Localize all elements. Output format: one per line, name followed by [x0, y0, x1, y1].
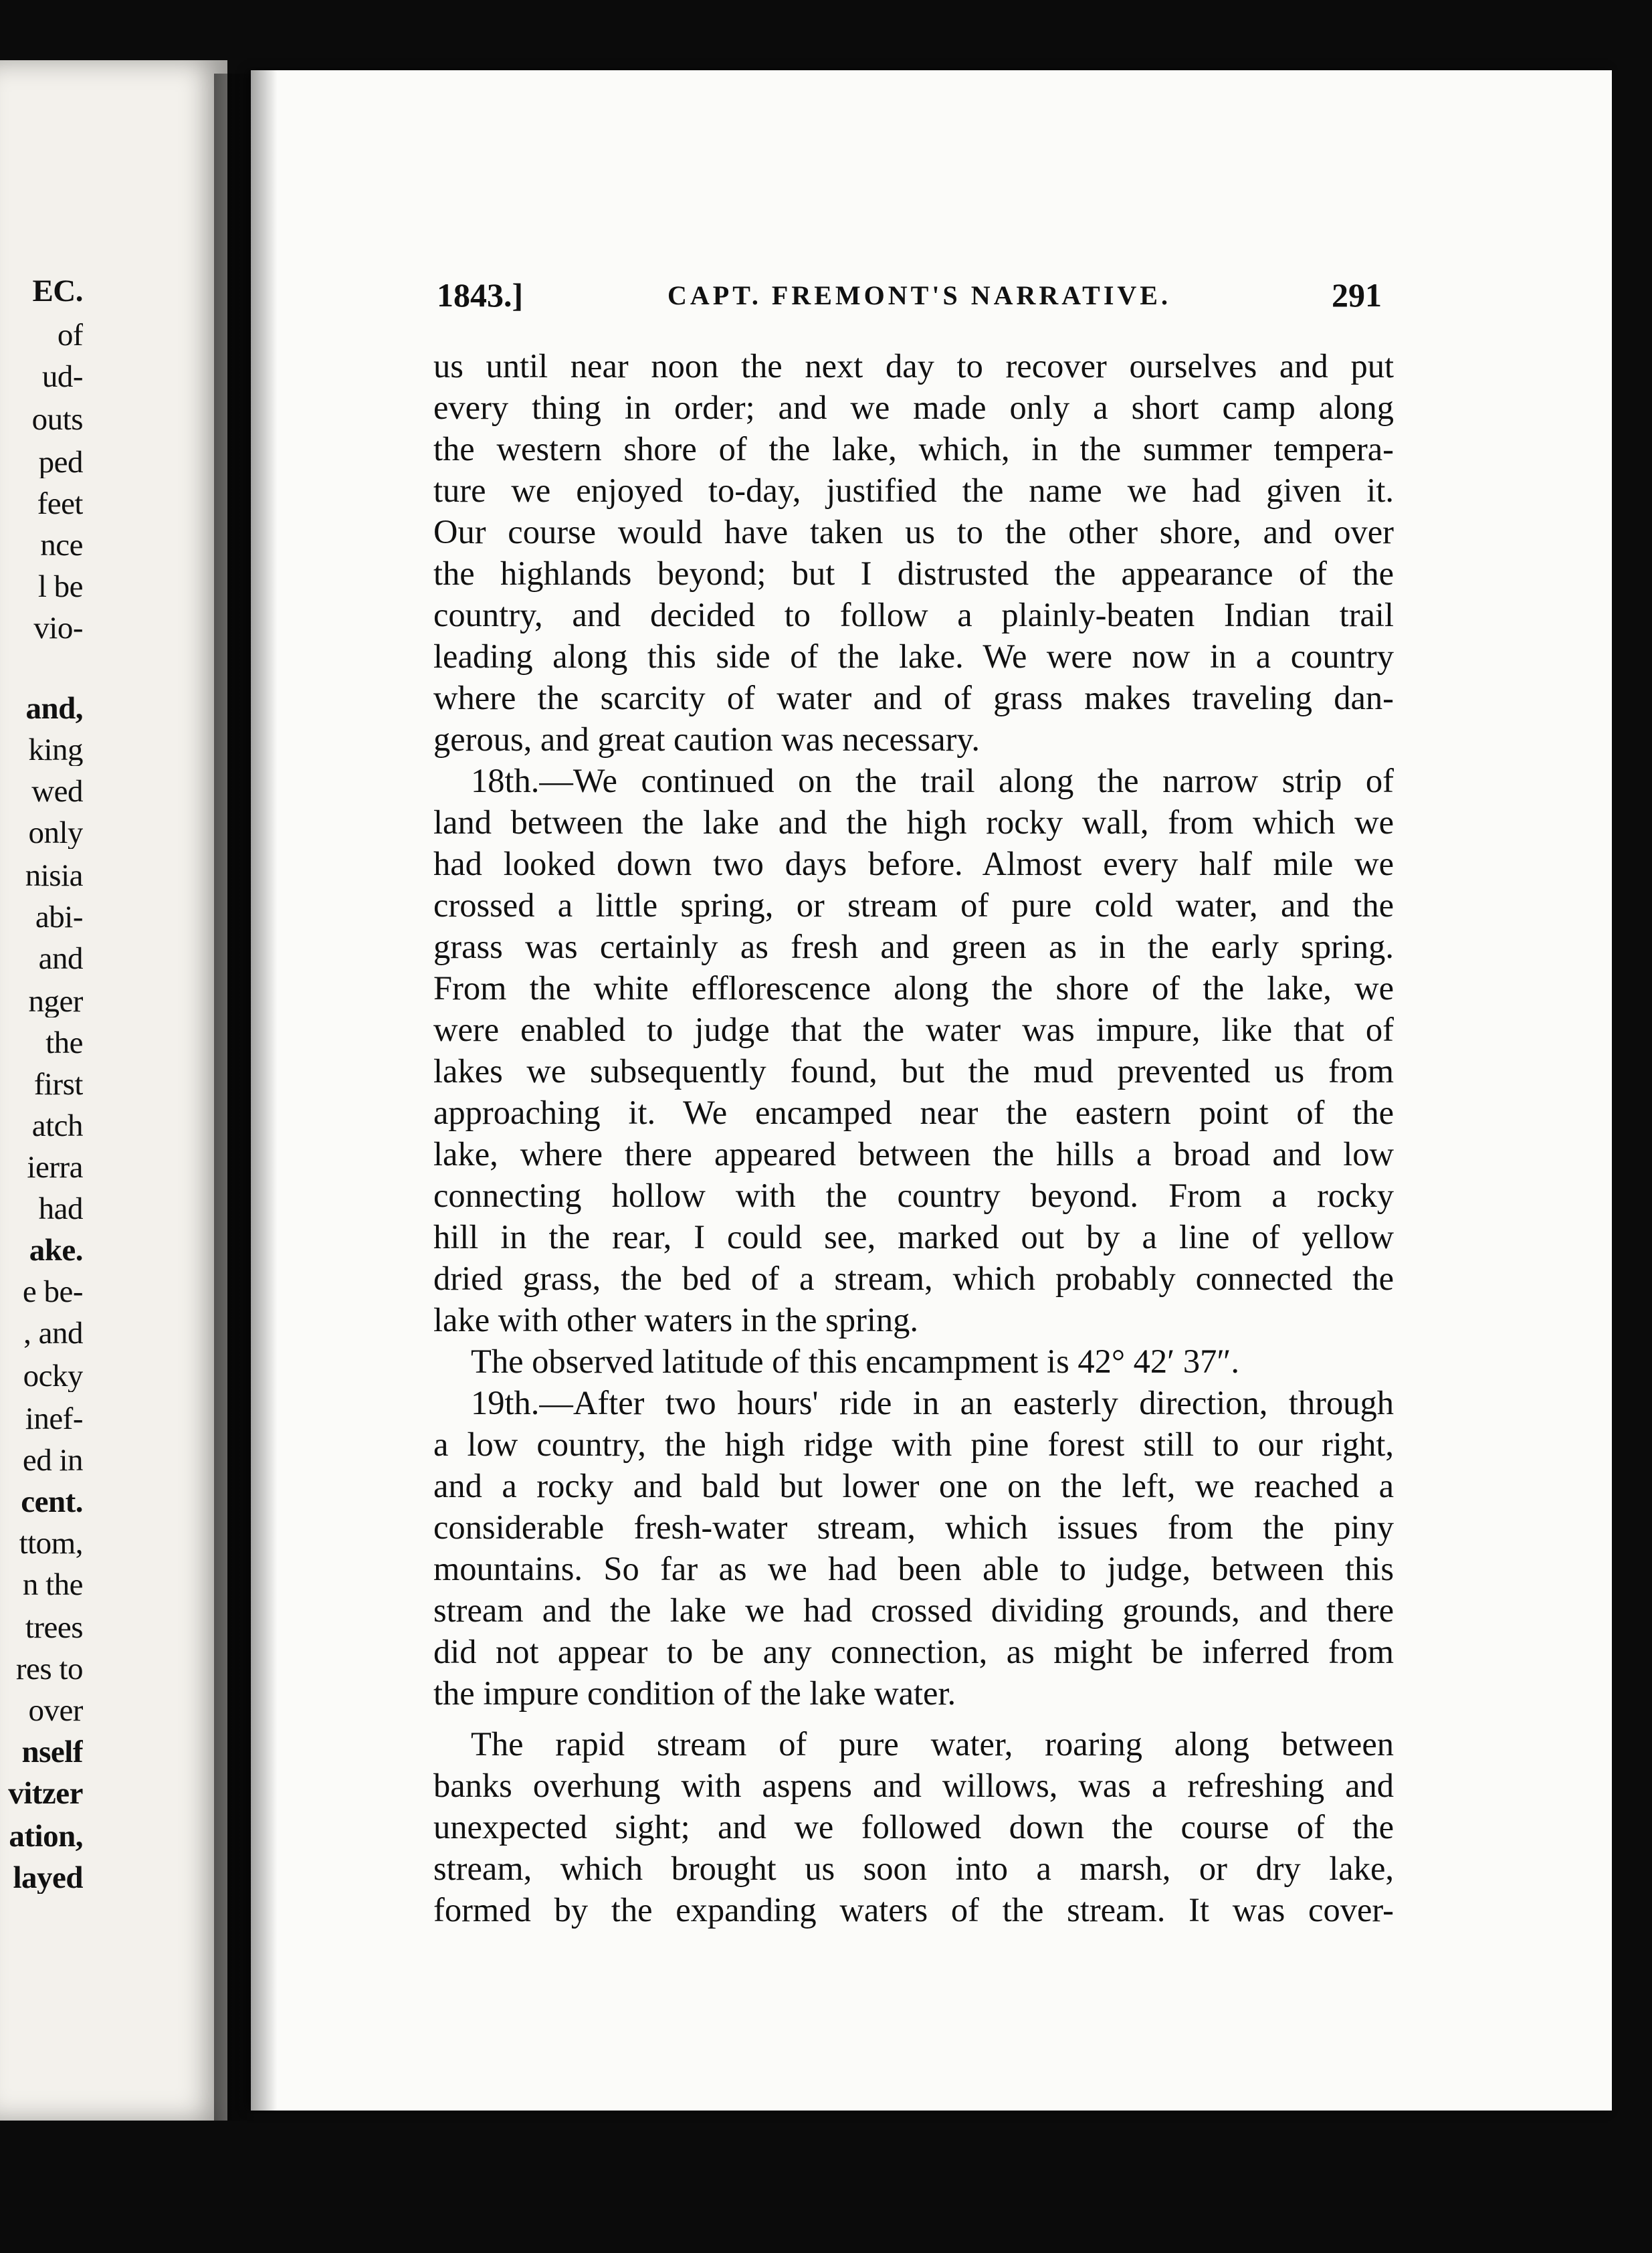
text-line: unexpected sight; and we followed down the course of the — [433, 1808, 1394, 1846]
text-line: mountains. So far as we had been able to judge, between this — [433, 1550, 1394, 1587]
facing-page-fragment: nce — [40, 530, 83, 561]
facing-page-fragment: vio- — [33, 613, 83, 644]
text-line: did not appear to be any connection, as might be inferred from — [433, 1633, 1394, 1670]
facing-page-fragment: abi- — [35, 902, 83, 933]
facing-page-fragment: wed — [31, 776, 83, 807]
facing-page-fragment: feet — [37, 488, 83, 520]
facing-page-fragment: ierra — [27, 1152, 83, 1183]
body-text — [433, 345, 1394, 1931]
facing-page-fragment: ud- — [41, 361, 83, 393]
facing-page-fragment: ation, — [9, 1821, 83, 1852]
facing-page-fragment: trees — [25, 1612, 83, 1644]
text-line: gerous, and great caution was necessary. — [433, 720, 980, 758]
text-line: stream, which brought us soon into a marsh, or dry lake, — [433, 1850, 1394, 1887]
text-line: The observed latitude of this encampment is 42° 42′ 37″. — [471, 1343, 1239, 1380]
facing-page-fragment: only — [28, 817, 83, 849]
text-line: leading along this side of the lake. We were now in a country — [433, 638, 1394, 675]
facing-page-fragment: inef- — [25, 1403, 83, 1435]
text-line: hill in the rear, I could see, marked out by a line of yellow — [433, 1218, 1394, 1256]
facing-page-fragment: nisia — [25, 860, 83, 892]
facing-page-fragment: nself — [21, 1737, 83, 1768]
text-line: every thing in order; and we made only a short camp along — [433, 389, 1394, 426]
facing-page-fragment: layed — [13, 1862, 83, 1894]
text-line: connecting hollow with the country beyond. From a rocky — [433, 1177, 1394, 1214]
text-line: dried grass, the bed of a stream, which probably connected the — [433, 1260, 1394, 1297]
text-line: 18th.—We continued on the trail along the narrow strip of — [471, 762, 1394, 799]
text-line: stream and the lake we had crossed dividing grounds, and there — [433, 1591, 1394, 1629]
text-line: grass was certainly as fresh and green as in the early spring. — [433, 928, 1394, 965]
facing-page-fragment: first — [33, 1069, 83, 1100]
text-line: The rapid stream of pure water, roaring along between — [471, 1725, 1394, 1763]
text-line: crossed a little spring, or stream of pure cold water, and the — [433, 886, 1394, 924]
text-line: ture we enjoyed to-day, justified the name we had given it. — [433, 472, 1394, 509]
paragraph-gap — [433, 1714, 1394, 1723]
facing-page-fragment: ttom, — [19, 1528, 83, 1559]
text-line: lakes we subsequently found, but the mud prevented us from — [433, 1052, 1394, 1090]
text-line: the highlands beyond; but I distrusted the appearance of the — [433, 555, 1394, 592]
facing-page-fragment: ake. — [29, 1235, 83, 1266]
facing-page-fragment: ped — [38, 447, 83, 478]
text-line: considerable fresh-water stream, which issues from the piny — [433, 1508, 1394, 1546]
text-line: where the scarcity of water and of grass makes traveling dan- — [433, 679, 1394, 716]
text-line: approaching it. We encamped near the eastern point of the — [433, 1094, 1394, 1131]
facing-page-fragment: atch — [31, 1110, 83, 1142]
header-year: 1843.] — [437, 276, 524, 314]
text-line: the impure condition of the lake water. — [433, 1674, 956, 1712]
facing-page-fragment: ocky — [23, 1361, 83, 1392]
text-line: lake, where there appeared between the hills a broad and low — [433, 1135, 1394, 1173]
page-fold-shadow — [214, 74, 254, 2121]
facing-page-fragment: nger — [28, 986, 83, 1017]
gutter-shadow — [251, 70, 278, 2111]
text-line: lake with other waters in the spring. — [433, 1301, 919, 1339]
facing-page-fragment: , and — [23, 1318, 83, 1349]
facing-page-fragment: the — [45, 1027, 83, 1059]
facing-page-fragment: and, — [25, 693, 83, 724]
facing-page-fragment: and — [38, 943, 83, 975]
facing-page-fragment: EC. — [32, 276, 83, 307]
facing-page-fragment: vitzer — [8, 1778, 83, 1809]
text-line: and a rocky and bald but lower one on the left, we reached a — [433, 1467, 1394, 1504]
text-line: land between the lake and the high rocky wall, from which we — [433, 803, 1394, 841]
text-line: had looked down two days before. Almost every half mile we — [433, 845, 1394, 882]
facing-page-fragment: n the — [22, 1569, 83, 1601]
facing-page-fragment: king — [28, 734, 83, 766]
text-line: were enabled to judge that the water was impure, like that of — [433, 1011, 1394, 1048]
running-header — [437, 276, 1382, 314]
text-line: 19th.—After two hours' ride in an easterly direction, through — [471, 1384, 1394, 1422]
text-line: country, and decided to follow a plainly-beaten Indian trail — [433, 596, 1394, 633]
text-line: the western shore of the lake, which, in the summer tempera- — [433, 430, 1394, 468]
text-line: a low country, the high ridge with pine forest still to our right, — [433, 1426, 1394, 1463]
facing-page-fragment: of — [57, 320, 83, 351]
facing-page-fragment: had — [38, 1193, 83, 1225]
facing-page-fragment: res to — [15, 1654, 83, 1685]
text-line: From the white efflorescence along the shore of the lake, we — [433, 969, 1394, 1007]
facing-page-fragment: cent. — [21, 1486, 83, 1518]
facing-page-fragment: outs — [31, 404, 83, 435]
facing-page-fragment: ed in — [22, 1445, 83, 1476]
text-line: Our course would have taken us to the other shore, and over — [433, 513, 1394, 551]
text-line: us until near noon the next day to recover ourselves and put — [433, 347, 1394, 385]
running-title: CAPT. FREMONT'S NARRATIVE. — [667, 280, 1171, 310]
text-line: formed by the expanding waters of the stream. It was cover- — [433, 1891, 1394, 1929]
facing-page-fragment: over — [28, 1695, 83, 1727]
text-line: banks overhung with aspens and willows, was a refreshing and — [433, 1767, 1394, 1804]
facing-page-fragment: e be- — [22, 1276, 83, 1308]
page-number: 291 — [1332, 276, 1382, 314]
facing-page-fragment: l be — [37, 571, 83, 603]
